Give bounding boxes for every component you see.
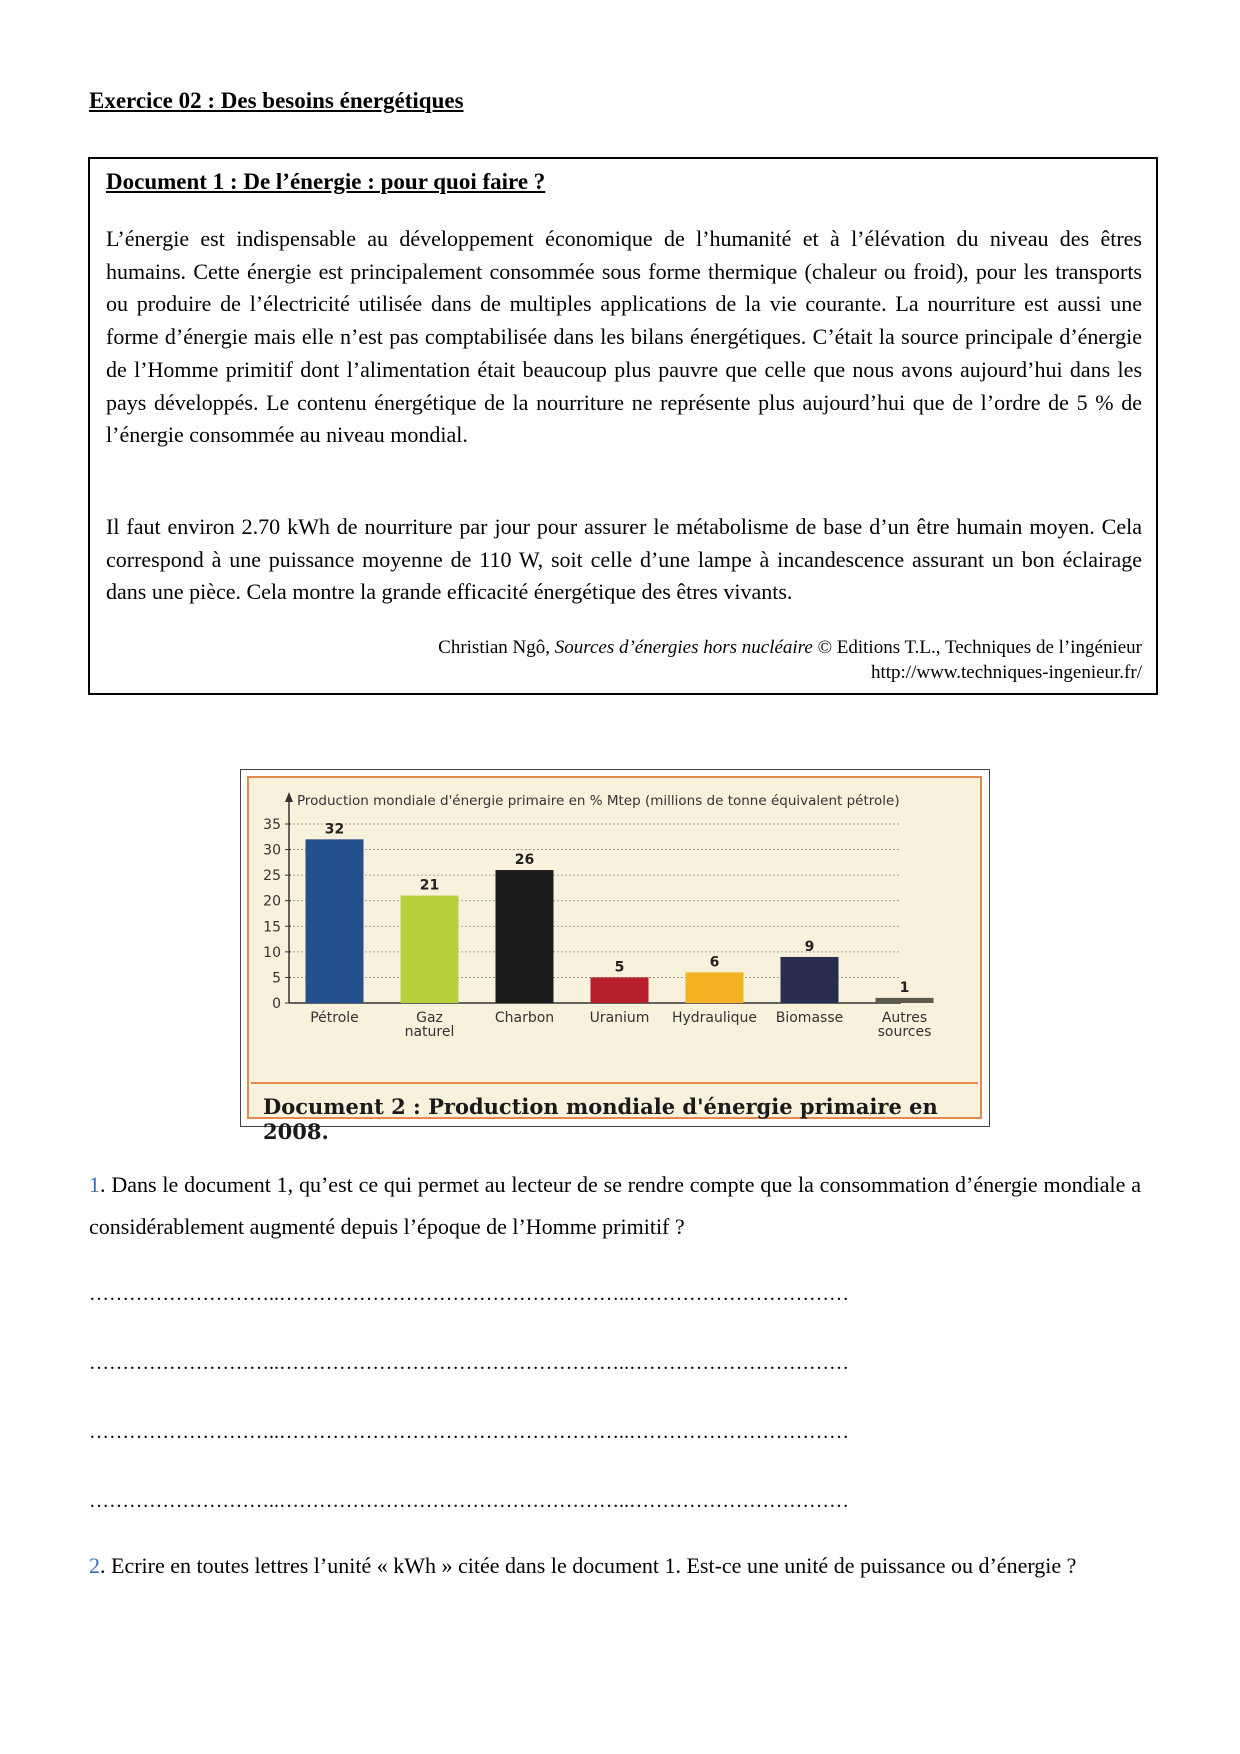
bar-value-label: 21 [419, 877, 440, 894]
category-label: Uranium [589, 1010, 650, 1026]
y-axis-arrow [285, 792, 293, 802]
answer-line-3[interactable]: ………………………..……………………………………………..…………………………… [89, 1421, 849, 1443]
bar [496, 870, 554, 1003]
y-tick-label: 10 [263, 944, 281, 961]
category-label: Biomasse [775, 1010, 844, 1026]
y-tick-label: 25 [263, 868, 281, 885]
bar-value-label: 6 [709, 954, 720, 971]
y-tick-label: 0 [272, 996, 281, 1012]
y-tick-label: 35 [263, 817, 281, 833]
document-2-chart-frame [240, 769, 990, 1144]
question-1 [89, 1164, 1141, 1248]
y-tick-label: 5 [272, 970, 281, 987]
citation-publisher: © Editions T.L., Techniques de l’ingénieur [817, 637, 1142, 658]
exercise-title: Exercice 02 : Des besoins énergétiques [89, 88, 464, 113]
citation-author: Christian Ngô, [438, 637, 551, 658]
question-2-number: 2 [89, 1553, 100, 1578]
question-1-text: . Dans le document 1, qu’est ce qui permet au lecteur de se rendre compte que la consommation d’énergie mondiale a considérablement augmenté depuis l’époque de l’Homme primitif ? [89, 1172, 1141, 1239]
document-1-paragraph-2: Il faut environ 2.70 kWh de nourriture par jour pour assurer le métabolisme de base d’un être humain moyen. Cela correspond à une puissance moyenne de 110 W, soit celle d’une lampe à incandescence assurant un bon éclairage dans une pièce. Cela montre la grande efficacité énergétique des êtres vivants. [106, 514, 1142, 605]
bar-value-label: 26 [514, 852, 535, 869]
bar-value-label: 9 [804, 938, 815, 955]
chart-panel [247, 776, 982, 1144]
bar-value-label: 5 [614, 959, 625, 976]
chart-caption: Document 2 : Production mondiale d'énergie primaire en 2008. [263, 1094, 938, 1144]
citation [438, 635, 1142, 685]
category-label: Autres [881, 1010, 928, 1026]
bar [686, 972, 744, 1003]
y-tick-label: 15 [263, 919, 281, 936]
category-label: Charbon [494, 1010, 555, 1026]
question-2 [89, 1545, 1141, 1587]
document-1-paragraph-1: L’énergie est indispensable au développement économique de l’humanité et à l’élévation du niveau des êtres humains. Cette énergie est principalement consommée sous forme thermique (chaleur ou froid), pour les transports ou produire de l’électricité utilisée dans de multiples applications de la vie courante. La nourriture est aussi une forme d’énergie mais elle n’est pas comptabilisée dans les bilans énergétiques. C’était la source principale d’énergie de l’Homme primitif dont l’alimentation était beaucoup plus pauvre que celle que nous avons aujourd’hui dans les pays développés. Le contenu énergétique de la nourriture ne représente plus aujourd’hui que de l’ordre de 5 % de l’énergie consommée au niveau mondial. [106, 226, 1142, 448]
category-label: Hydraulique [671, 1010, 758, 1026]
bar [781, 957, 839, 1003]
document-1-title: Document 1 : De l’énergie : pour quoi faire ? [106, 169, 546, 194]
category-label: Pétrole [310, 1010, 359, 1026]
question-2-text: . Ecrire en toutes lettres l’unité « kWh » citée dans le document 1. Est-ce une unité de puissance ou d’énergie ? [100, 1553, 1077, 1578]
category-label: Gaz [416, 1010, 443, 1026]
bar-chart [249, 778, 980, 1078]
bar [876, 998, 934, 1003]
answer-line-2[interactable]: ………………………..……………………………………………..…………………………… [89, 1352, 849, 1374]
document-1-box [88, 157, 1158, 695]
bar-value-label: 1 [899, 979, 910, 996]
caption-divider [251, 1082, 978, 1084]
bar-value-label: 32 [324, 821, 345, 838]
y-axis-label: Production mondiale d'énergie primaire en % Mtep (millions de tonne équivalent pétrole) [297, 793, 900, 809]
citation-title: Sources d’énergies hors nucléaire [554, 637, 813, 658]
answer-line-4[interactable]: ………………………..……………………………………………..…………………………… [89, 1490, 849, 1512]
answer-line-1[interactable]: ………………………..……………………………………………..…………………………… [89, 1283, 849, 1305]
y-tick-label: 30 [263, 842, 281, 859]
citation-url: http://www.techniques-ingenieur.fr/ [870, 662, 1142, 683]
question-1-number: 1 [89, 1172, 100, 1197]
bar [401, 896, 459, 1003]
category-label: sources [877, 1024, 932, 1040]
y-tick-label: 20 [263, 893, 281, 910]
citation-line-1 [438, 635, 1142, 660]
bar [306, 839, 364, 1003]
bar [591, 977, 649, 1003]
category-label: naturel [404, 1024, 455, 1040]
